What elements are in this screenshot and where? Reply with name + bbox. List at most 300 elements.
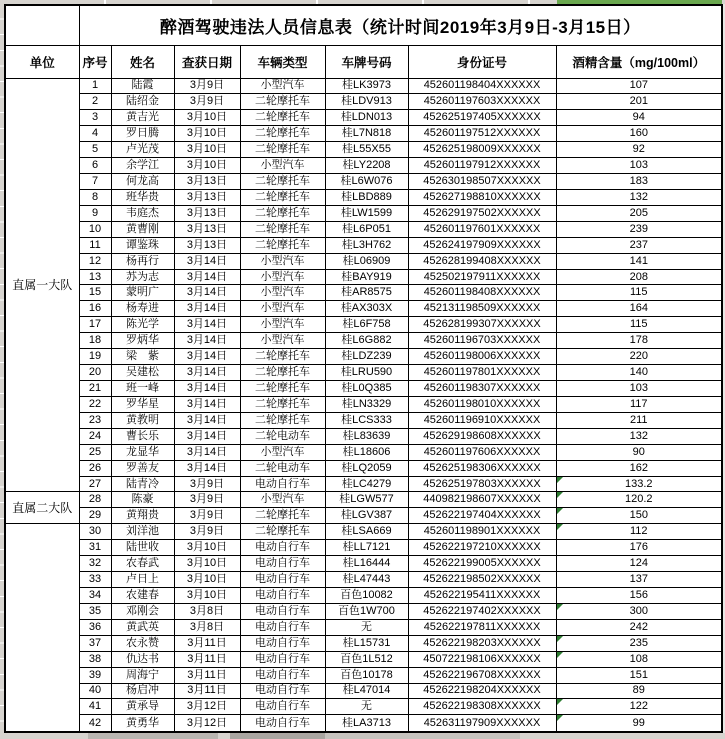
idcard-cell[interactable]: 452622198203XXXXXX <box>408 635 556 651</box>
seq-cell[interactable]: 26 <box>79 460 111 476</box>
name-cell[interactable]: 苏为志 <box>111 269 174 285</box>
date-cell[interactable]: 3月12日 <box>174 699 240 715</box>
name-cell[interactable]: 陈光学 <box>111 317 174 333</box>
name-cell[interactable]: 黄翔贵 <box>111 508 174 524</box>
name-cell[interactable]: 罗善友 <box>111 460 174 476</box>
seq-cell[interactable]: 1 <box>79 78 111 94</box>
alcohol-cell[interactable]: 133.2 <box>556 476 722 492</box>
plate-cell[interactable]: 桂AR8575 <box>325 285 408 301</box>
idcard-cell[interactable]: 452601198404XXXXXX <box>408 78 556 94</box>
name-cell[interactable]: 黄曹刚 <box>111 221 174 237</box>
vehicle-cell[interactable]: 电动自行车 <box>240 572 325 588</box>
alcohol-cell[interactable]: 235 <box>556 635 722 651</box>
alcohol-cell[interactable]: 90 <box>556 444 722 460</box>
alcohol-cell[interactable]: 242 <box>556 619 722 635</box>
idcard-cell[interactable]: 450722198106XXXXXX <box>408 651 556 667</box>
plate-cell[interactable]: 桂L7N818 <box>325 126 408 142</box>
seq-cell[interactable]: 6 <box>79 158 111 174</box>
idcard-cell[interactable]: 452601197603XXXXXX <box>408 94 556 110</box>
name-cell[interactable]: 杨寿进 <box>111 301 174 317</box>
alcohol-cell[interactable]: 89 <box>556 683 722 699</box>
idcard-cell[interactable]: 452628199307XXXXXX <box>408 317 556 333</box>
seq-cell[interactable]: 28 <box>79 492 111 508</box>
idcard-cell[interactable]: 452630198507XXXXXX <box>408 174 556 190</box>
seq-cell[interactable]: 22 <box>79 396 111 412</box>
name-cell[interactable]: 黄教明 <box>111 412 174 428</box>
idcard-cell[interactable]: 452601198901XXXXXX <box>408 524 556 540</box>
vehicle-cell[interactable]: 电动自行车 <box>240 556 325 572</box>
vehicle-cell[interactable]: 电动自行车 <box>240 540 325 556</box>
vehicle-cell[interactable]: 小型汽车 <box>240 78 325 94</box>
plate-cell[interactable]: 桂LY2208 <box>325 158 408 174</box>
seq-cell[interactable]: 33 <box>79 572 111 588</box>
vehicle-cell[interactable]: 二轮电动车 <box>240 460 325 476</box>
vehicle-cell[interactable]: 二轮摩托车 <box>240 126 325 142</box>
seq-cell[interactable]: 5 <box>79 142 111 158</box>
name-cell[interactable]: 罗日腾 <box>111 126 174 142</box>
alcohol-cell[interactable]: 112 <box>556 524 722 540</box>
plate-cell[interactable]: 桂L16444 <box>325 556 408 572</box>
alcohol-cell[interactable]: 162 <box>556 460 722 476</box>
plate-cell[interactable]: 桂L15731 <box>325 635 408 651</box>
alcohol-cell[interactable]: 140 <box>556 365 722 381</box>
seq-cell[interactable]: 19 <box>79 349 111 365</box>
alcohol-cell[interactable]: 92 <box>556 142 722 158</box>
idcard-cell[interactable]: 452624197909XXXXXX <box>408 237 556 253</box>
date-cell[interactable]: 3月14日 <box>174 269 240 285</box>
date-cell[interactable]: 3月14日 <box>174 285 240 301</box>
seq-cell[interactable]: 10 <box>79 221 111 237</box>
plate-cell[interactable]: 百色10178 <box>325 667 408 683</box>
vehicle-cell[interactable]: 电动自行车 <box>240 699 325 715</box>
plate-cell[interactable]: 桂AX303X <box>325 301 408 317</box>
seq-cell[interactable]: 42 <box>79 715 111 732</box>
vehicle-cell[interactable]: 电动自行车 <box>240 476 325 492</box>
name-cell[interactable]: 罗华星 <box>111 396 174 412</box>
date-cell[interactable]: 3月13日 <box>174 189 240 205</box>
name-cell[interactable]: 卢日上 <box>111 572 174 588</box>
vehicle-cell[interactable]: 小型汽车 <box>240 317 325 333</box>
name-cell[interactable]: 农永赞 <box>111 635 174 651</box>
alcohol-cell[interactable]: 120.2 <box>556 492 722 508</box>
idcard-cell[interactable]: 452627198810XXXXXX <box>408 189 556 205</box>
plate-cell[interactable]: 桂L47014 <box>325 683 408 699</box>
seq-cell[interactable]: 13 <box>79 269 111 285</box>
alcohol-cell[interactable]: 122 <box>556 699 722 715</box>
alcohol-cell[interactable]: 137 <box>556 572 722 588</box>
vehicle-cell[interactable]: 小型汽车 <box>240 444 325 460</box>
idcard-cell[interactable]: 452601198010XXXXXX <box>408 396 556 412</box>
stored-as-text-flag-icon <box>557 524 563 530</box>
alcohol-cell[interactable]: 103 <box>556 381 722 397</box>
name-cell[interactable]: 周海宁 <box>111 667 174 683</box>
plate-cell[interactable]: 桂L6W076 <box>325 174 408 190</box>
alcohol-cell[interactable]: 160 <box>556 126 722 142</box>
alcohol-cell[interactable]: 178 <box>556 333 722 349</box>
seq-cell[interactable]: 3 <box>79 110 111 126</box>
title-left-blank-cell[interactable] <box>5 5 79 45</box>
col-header-name[interactable]: 姓名 <box>111 45 174 78</box>
vehicle-cell[interactable]: 电动自行车 <box>240 603 325 619</box>
alcohol-cell[interactable]: 132 <box>556 189 722 205</box>
vehicle-cell[interactable]: 电动自行车 <box>240 651 325 667</box>
plate-cell[interactable]: 桂L55X55 <box>325 142 408 158</box>
seq-cell[interactable]: 36 <box>79 619 111 635</box>
seq-cell[interactable]: 29 <box>79 508 111 524</box>
seq-cell[interactable]: 41 <box>79 699 111 715</box>
alcohol-cell[interactable]: 151 <box>556 667 722 683</box>
plate-cell[interactable]: 桂L6G882 <box>325 333 408 349</box>
unit-cell[interactable]: 直属二大队 <box>5 492 79 524</box>
idcard-cell[interactable]: 452625197803XXXXXX <box>408 476 556 492</box>
seq-cell[interactable]: 17 <box>79 317 111 333</box>
name-cell[interactable]: 黄吉光 <box>111 110 174 126</box>
vehicle-cell[interactable]: 二轮摩托车 <box>240 524 325 540</box>
seq-cell[interactable]: 40 <box>79 683 111 699</box>
alcohol-cell[interactable]: 237 <box>556 237 722 253</box>
date-cell[interactable]: 3月8日 <box>174 603 240 619</box>
vehicle-cell[interactable]: 小型汽车 <box>240 301 325 317</box>
vehicle-cell[interactable]: 小型汽车 <box>240 333 325 349</box>
date-cell[interactable]: 3月12日 <box>174 715 240 732</box>
vehicle-cell[interactable]: 二轮摩托车 <box>240 381 325 397</box>
date-cell[interactable]: 3月10日 <box>174 540 240 556</box>
date-cell[interactable]: 3月14日 <box>174 333 240 349</box>
name-cell[interactable]: 仇达书 <box>111 651 174 667</box>
seq-cell[interactable]: 37 <box>79 635 111 651</box>
plate-cell[interactable]: 桂LQ2059 <box>325 460 408 476</box>
alcohol-cell[interactable]: 201 <box>556 94 722 110</box>
col-header-idcard[interactable]: 身份证号 <box>408 45 556 78</box>
idcard-cell[interactable]: 452625197405XXXXXX <box>408 110 556 126</box>
plate-cell[interactable]: 桂L47443 <box>325 572 408 588</box>
name-cell[interactable]: 邓刚会 <box>111 603 174 619</box>
alcohol-cell[interactable]: 94 <box>556 110 722 126</box>
alcohol-cell[interactable]: 208 <box>556 269 722 285</box>
date-cell[interactable]: 3月10日 <box>174 572 240 588</box>
date-cell[interactable]: 3月14日 <box>174 444 240 460</box>
date-cell[interactable]: 3月10日 <box>174 556 240 572</box>
seq-cell[interactable]: 35 <box>79 603 111 619</box>
vehicle-cell[interactable]: 小型汽车 <box>240 492 325 508</box>
name-cell[interactable]: 陆霞 <box>111 78 174 94</box>
alcohol-cell[interactable]: 150 <box>556 508 722 524</box>
vehicle-cell[interactable]: 电动自行车 <box>240 635 325 651</box>
idcard-cell[interactable]: 452601197512XXXXXX <box>408 126 556 142</box>
name-cell[interactable]: 陈豪 <box>111 492 174 508</box>
plate-cell[interactable]: 百色1W700 <box>325 603 408 619</box>
name-cell[interactable]: 韦庭杰 <box>111 205 174 221</box>
date-cell[interactable]: 3月11日 <box>174 667 240 683</box>
seq-cell[interactable]: 38 <box>79 651 111 667</box>
vehicle-cell[interactable]: 二轮摩托车 <box>240 205 325 221</box>
idcard-cell[interactable]: 452622197811XXXXXX <box>408 619 556 635</box>
plate-cell[interactable]: 桂LRU590 <box>325 365 408 381</box>
seq-cell[interactable]: 34 <box>79 588 111 604</box>
idcard-cell[interactable]: 452622197402XXXXXX <box>408 603 556 619</box>
seq-cell[interactable]: 39 <box>79 667 111 683</box>
name-cell[interactable]: 陆青冷 <box>111 476 174 492</box>
plate-cell[interactable]: 桂LK3973 <box>325 78 408 94</box>
alcohol-cell[interactable]: 156 <box>556 588 722 604</box>
alcohol-cell[interactable]: 124 <box>556 556 722 572</box>
vehicle-cell[interactable]: 电动自行车 <box>240 715 325 732</box>
alcohol-cell[interactable]: 164 <box>556 301 722 317</box>
date-cell[interactable]: 3月10日 <box>174 126 240 142</box>
seq-cell[interactable]: 21 <box>79 381 111 397</box>
vehicle-cell[interactable]: 电动自行车 <box>240 667 325 683</box>
seq-cell[interactable]: 24 <box>79 428 111 444</box>
plate-cell[interactable]: 无 <box>325 699 408 715</box>
name-cell[interactable]: 余学江 <box>111 158 174 174</box>
name-cell[interactable]: 农春武 <box>111 556 174 572</box>
name-cell[interactable]: 杨启冲 <box>111 683 174 699</box>
seq-cell[interactable]: 31 <box>79 540 111 556</box>
idcard-cell[interactable]: 452601197606XXXXXX <box>408 444 556 460</box>
idcard-cell[interactable]: 452601198307XXXXXX <box>408 381 556 397</box>
idcard-cell[interactable]: 452601198408XXXXXX <box>408 285 556 301</box>
vehicle-cell[interactable]: 二轮摩托车 <box>240 189 325 205</box>
name-cell[interactable]: 黄勇华 <box>111 715 174 732</box>
seq-cell[interactable]: 16 <box>79 301 111 317</box>
plate-cell[interactable]: 桂LW1599 <box>325 205 408 221</box>
idcard-cell[interactable]: 452622198502XXXXXX <box>408 572 556 588</box>
seq-cell[interactable]: 30 <box>79 524 111 540</box>
vehicle-cell[interactable]: 电动自行车 <box>240 683 325 699</box>
name-cell[interactable]: 何龙高 <box>111 174 174 190</box>
date-cell[interactable]: 3月14日 <box>174 317 240 333</box>
vehicle-cell[interactable]: 二轮摩托车 <box>240 142 325 158</box>
vehicle-cell[interactable]: 二轮摩托车 <box>240 237 325 253</box>
seq-cell[interactable]: 25 <box>79 444 111 460</box>
plate-cell[interactable]: 桂LDZ239 <box>325 349 408 365</box>
alcohol-cell[interactable]: 211 <box>556 412 722 428</box>
name-cell[interactable]: 班华贵 <box>111 189 174 205</box>
col-header-unit[interactable]: 单位 <box>5 45 79 78</box>
alcohol-cell[interactable]: 115 <box>556 285 722 301</box>
seq-cell[interactable]: 7 <box>79 174 111 190</box>
date-cell[interactable]: 3月8日 <box>174 619 240 635</box>
idcard-cell[interactable]: 452622195411XXXXXX <box>408 588 556 604</box>
plate-cell[interactable]: 桂L06909 <box>325 253 408 269</box>
seq-cell[interactable]: 9 <box>79 205 111 221</box>
date-cell[interactable]: 3月13日 <box>174 174 240 190</box>
vehicle-cell[interactable]: 二轮电动车 <box>240 428 325 444</box>
name-cell[interactable]: 吴建松 <box>111 365 174 381</box>
seq-cell[interactable]: 2 <box>79 94 111 110</box>
idcard-cell[interactable]: 452625198306XXXXXX <box>408 460 556 476</box>
seq-cell[interactable]: 18 <box>79 333 111 349</box>
seq-cell[interactable]: 15 <box>79 285 111 301</box>
plate-cell[interactable]: 无 <box>325 619 408 635</box>
plate-cell[interactable]: 桂LA3713 <box>325 715 408 732</box>
idcard-cell[interactable]: 452622197210XXXXXX <box>408 540 556 556</box>
plate-cell[interactable]: 桂L6P051 <box>325 221 408 237</box>
idcard-cell[interactable]: 452629198608XXXXXX <box>408 428 556 444</box>
plate-cell[interactable]: 桂LGW577 <box>325 492 408 508</box>
plate-cell[interactable]: 桂LDV913 <box>325 94 408 110</box>
date-cell[interactable]: 3月14日 <box>174 301 240 317</box>
seq-cell[interactable]: 32 <box>79 556 111 572</box>
name-cell[interactable]: 蒙明广 <box>111 285 174 301</box>
idcard-cell[interactable]: 452628199408XXXXXX <box>408 253 556 269</box>
date-cell[interactable]: 3月14日 <box>174 428 240 444</box>
col-header-seq[interactable]: 序号 <box>79 45 111 78</box>
alcohol-cell[interactable]: 141 <box>556 253 722 269</box>
vehicle-cell[interactable]: 小型汽车 <box>240 269 325 285</box>
alcohol-cell[interactable]: 183 <box>556 174 722 190</box>
name-cell[interactable]: 龙显华 <box>111 444 174 460</box>
plate-cell[interactable]: 桂LN3329 <box>325 396 408 412</box>
alcohol-cell[interactable]: 205 <box>556 205 722 221</box>
date-cell[interactable]: 3月9日 <box>174 78 240 94</box>
date-cell[interactable]: 3月9日 <box>174 492 240 508</box>
name-cell[interactable]: 黄承导 <box>111 699 174 715</box>
vehicle-cell[interactable]: 二轮摩托车 <box>240 349 325 365</box>
name-cell[interactable]: 黄武英 <box>111 619 174 635</box>
alcohol-cell[interactable]: 99 <box>556 715 722 732</box>
name-cell[interactable]: 陆绍金 <box>111 94 174 110</box>
date-cell[interactable]: 3月14日 <box>174 253 240 269</box>
col-header-plate[interactable]: 车牌号码 <box>325 45 408 78</box>
name-cell[interactable]: 杨再行 <box>111 253 174 269</box>
idcard-cell[interactable]: 452622197404XXXXXX <box>408 508 556 524</box>
date-cell[interactable]: 3月10日 <box>174 142 240 158</box>
plate-cell[interactable]: 桂BAY919 <box>325 269 408 285</box>
name-cell[interactable]: 曹长乐 <box>111 428 174 444</box>
col-header-alcohol[interactable]: 酒精含量（mg/100ml） <box>556 45 722 78</box>
alcohol-cell[interactable]: 220 <box>556 349 722 365</box>
name-cell[interactable]: 陆世收 <box>111 540 174 556</box>
plate-cell[interactable]: 桂L3H762 <box>325 237 408 253</box>
vehicle-cell[interactable]: 二轮摩托车 <box>240 221 325 237</box>
date-cell[interactable]: 3月14日 <box>174 460 240 476</box>
plate-cell[interactable]: 百色10082 <box>325 588 408 604</box>
plate-cell[interactable]: 桂LSA669 <box>325 524 408 540</box>
idcard-cell[interactable]: 452629197502XXXXXX <box>408 205 556 221</box>
plate-cell[interactable]: 桂LDN013 <box>325 110 408 126</box>
idcard-cell[interactable]: 452601197801XXXXXX <box>408 365 556 381</box>
date-cell[interactable]: 3月13日 <box>174 205 240 221</box>
name-cell[interactable]: 刘洋池 <box>111 524 174 540</box>
seq-cell[interactable]: 4 <box>79 126 111 142</box>
unit-cell[interactable] <box>5 524 79 732</box>
unit-cell[interactable]: 直属一大队 <box>5 78 79 492</box>
idcard-cell[interactable]: 452601197601XXXXXX <box>408 221 556 237</box>
date-cell[interactable]: 3月9日 <box>174 508 240 524</box>
date-cell[interactable]: 3月13日 <box>174 237 240 253</box>
idcard-cell[interactable]: 452502197911XXXXXX <box>408 269 556 285</box>
idcard-cell[interactable]: 452601198006XXXXXX <box>408 349 556 365</box>
alcohol-cell[interactable]: 239 <box>556 221 722 237</box>
seq-cell[interactable]: 27 <box>79 476 111 492</box>
date-cell[interactable]: 3月10日 <box>174 110 240 126</box>
idcard-cell[interactable]: 452622199005XXXXXX <box>408 556 556 572</box>
alcohol-cell[interactable]: 103 <box>556 158 722 174</box>
vehicle-cell[interactable]: 电动自行车 <box>240 619 325 635</box>
plate-cell[interactable]: 百色1L512 <box>325 651 408 667</box>
idcard-cell[interactable]: 452622196708XXXXXX <box>408 667 556 683</box>
vehicle-cell[interactable]: 二轮摩托车 <box>240 396 325 412</box>
plate-cell[interactable]: 桂LC4279 <box>325 476 408 492</box>
alcohol-cell[interactable]: 107 <box>556 78 722 94</box>
date-cell[interactable]: 3月14日 <box>174 412 240 428</box>
alcohol-cell[interactable]: 300 <box>556 603 722 619</box>
idcard-cell[interactable]: 452601196703XXXXXX <box>408 333 556 349</box>
date-cell[interactable]: 3月14日 <box>174 396 240 412</box>
date-cell[interactable]: 3月9日 <box>174 94 240 110</box>
date-cell[interactable]: 3月9日 <box>174 524 240 540</box>
date-cell[interactable]: 3月11日 <box>174 651 240 667</box>
idcard-cell[interactable]: 452131198509XXXXXX <box>408 301 556 317</box>
vehicle-cell[interactable]: 二轮摩托车 <box>240 174 325 190</box>
idcard-cell[interactable]: 440982198607XXXXXX <box>408 492 556 508</box>
date-cell[interactable]: 3月11日 <box>174 635 240 651</box>
vehicle-cell[interactable]: 小型汽车 <box>240 158 325 174</box>
vehicle-cell[interactable]: 二轮摩托车 <box>240 94 325 110</box>
date-cell[interactable]: 3月14日 <box>174 381 240 397</box>
idcard-cell[interactable]: 452601197912XXXXXX <box>408 158 556 174</box>
plate-cell[interactable]: 桂LBD889 <box>325 189 408 205</box>
date-cell[interactable]: 3月14日 <box>174 349 240 365</box>
name-cell[interactable]: 班一峰 <box>111 381 174 397</box>
idcard-cell[interactable]: 452622198204XXXXXX <box>408 683 556 699</box>
vehicle-cell[interactable]: 小型汽车 <box>240 253 325 269</box>
plate-cell[interactable]: 桂LGV387 <box>325 508 408 524</box>
vehicle-cell[interactable]: 电动自行车 <box>240 588 325 604</box>
seq-cell[interactable]: 23 <box>79 412 111 428</box>
name-cell[interactable]: 农建春 <box>111 588 174 604</box>
vehicle-cell[interactable]: 二轮摩托车 <box>240 508 325 524</box>
name-cell[interactable]: 梁 紫 <box>111 349 174 365</box>
vehicle-cell[interactable]: 二轮摩托车 <box>240 110 325 126</box>
idcard-cell[interactable]: 452601196910XXXXXX <box>408 412 556 428</box>
date-cell[interactable]: 3月11日 <box>174 683 240 699</box>
seq-cell[interactable]: 8 <box>79 189 111 205</box>
name-cell[interactable]: 卢光茂 <box>111 142 174 158</box>
vehicle-cell[interactable]: 小型汽车 <box>240 285 325 301</box>
plate-cell[interactable]: 桂LL7121 <box>325 540 408 556</box>
plate-cell[interactable]: 桂L6F758 <box>325 317 408 333</box>
alcohol-cell[interactable]: 108 <box>556 651 722 667</box>
date-cell[interactable]: 3月14日 <box>174 365 240 381</box>
plate-cell[interactable]: 桂LCS333 <box>325 412 408 428</box>
name-cell[interactable]: 谭鉴珠 <box>111 237 174 253</box>
col-header-vehicle[interactable]: 车辆类型 <box>240 45 325 78</box>
alcohol-cell[interactable]: 132 <box>556 428 722 444</box>
name-cell[interactable]: 罗炳华 <box>111 333 174 349</box>
col-header-date[interactable]: 查获日期 <box>174 45 240 78</box>
seq-cell[interactable]: 11 <box>79 237 111 253</box>
seq-cell[interactable]: 12 <box>79 253 111 269</box>
date-cell[interactable]: 3月9日 <box>174 476 240 492</box>
seq-cell[interactable]: 20 <box>79 365 111 381</box>
vehicle-cell[interactable]: 二轮摩托车 <box>240 412 325 428</box>
idcard-cell[interactable]: 452622198308XXXXXX <box>408 699 556 715</box>
plate-cell[interactable]: 桂L83639 <box>325 428 408 444</box>
date-cell[interactable]: 3月10日 <box>174 588 240 604</box>
idcard-cell[interactable]: 452625198009XXXXXX <box>408 142 556 158</box>
plate-cell[interactable]: 桂L0Q385 <box>325 381 408 397</box>
idcard-cell[interactable]: 452631197909XXXXXX <box>408 715 556 732</box>
date-cell[interactable]: 3月13日 <box>174 221 240 237</box>
alcohol-cell[interactable]: 176 <box>556 540 722 556</box>
date-cell[interactable]: 3月10日 <box>174 158 240 174</box>
plate-cell[interactable]: 桂L18606 <box>325 444 408 460</box>
alcohol-cell[interactable]: 115 <box>556 317 722 333</box>
alcohol-cell[interactable]: 117 <box>556 396 722 412</box>
vehicle-cell[interactable]: 二轮摩托车 <box>240 365 325 381</box>
